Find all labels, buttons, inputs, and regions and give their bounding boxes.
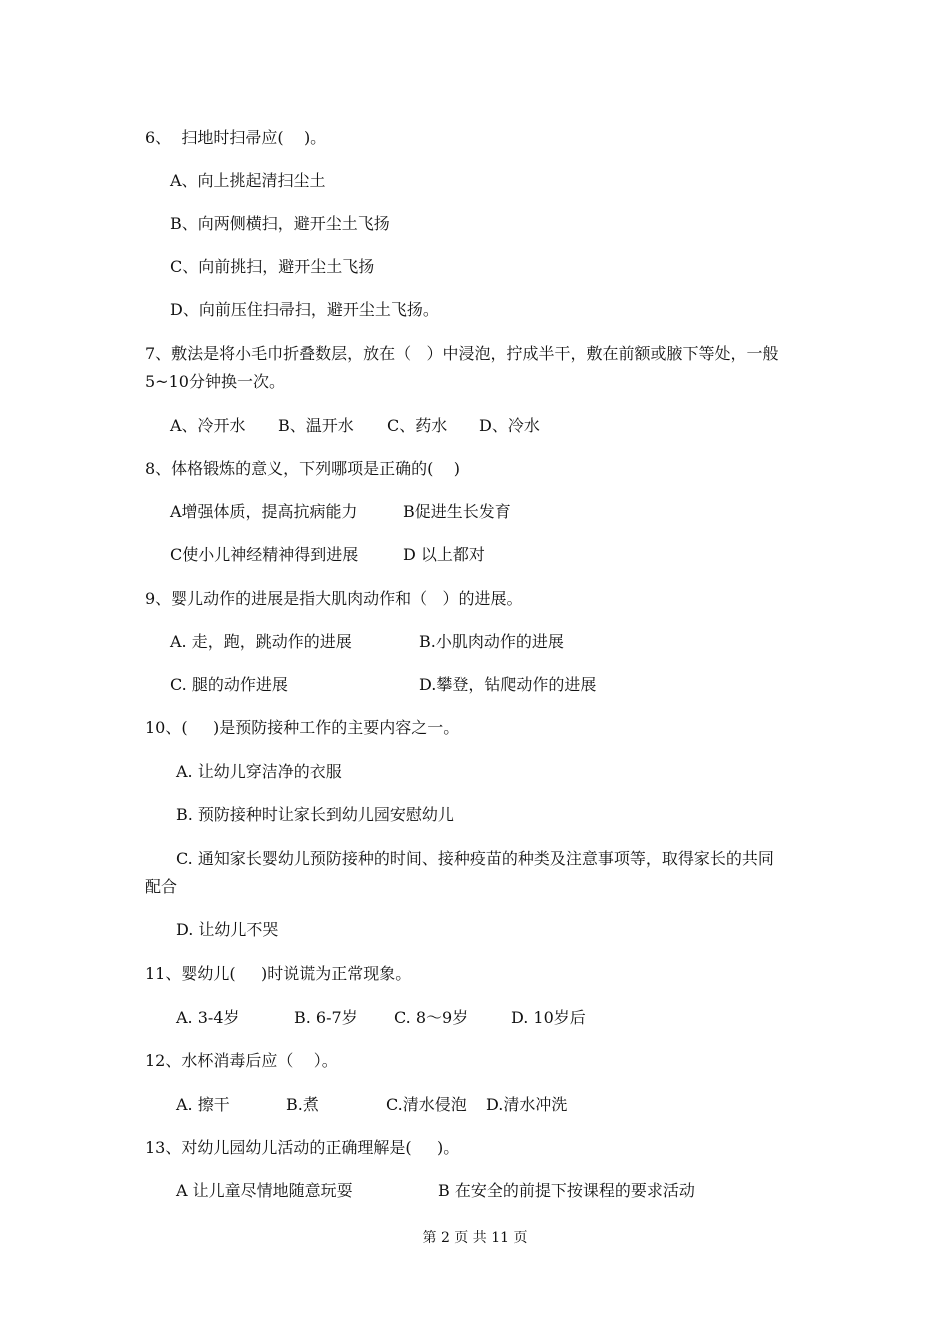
q6-option-c: C、向前挑扫，避开尘土飞扬 — [170, 257, 375, 276]
q9-option-b: B.小肌肉动作的进展 — [419, 632, 564, 651]
q11-option-d: D. 10岁后 — [511, 1008, 586, 1027]
q8-option-a: A增强体质，提高抗病能力 — [170, 502, 358, 521]
q6-option-d: D、向前压住扫帚扫，避开尘土飞扬。 — [170, 300, 439, 319]
q6-option-b: B、向两侧横扫，避开尘土飞扬 — [170, 214, 390, 233]
q8-option-b: B促进生长发育 — [403, 502, 511, 521]
q12-option-b: B.煮 — [286, 1095, 319, 1114]
q12-option-c: C.清水侵泡 — [386, 1095, 467, 1114]
q7-stem-line2: 5~10分钟换一次。 — [145, 372, 285, 391]
q13-option-b: B 在安全的前提下按课程的要求活动 — [438, 1181, 695, 1200]
q7-option-d: D、冷水 — [479, 416, 540, 435]
q12-option-a: A. 擦干 — [176, 1095, 230, 1114]
q8-option-d: D 以上都对 — [403, 545, 485, 564]
page-number-footer: 第 2 页 共 11 页 — [422, 1230, 528, 1246]
q10-option-b: B. 预防接种时让家长到幼儿园安慰幼儿 — [176, 805, 454, 824]
q9-option-c: C. 腿的动作进展 — [170, 675, 288, 694]
q9-option-d: D.攀登，钻爬动作的进展 — [419, 675, 597, 694]
q7-option-c: C、药水 — [387, 416, 448, 435]
q10-stem: 10、( )是预防接种工作的主要内容之一。 — [145, 718, 460, 737]
q7-option-a: A、冷开水 — [170, 416, 246, 435]
q9-stem: 9、婴儿动作的进展是指大肌肉动作和（ ）的进展。 — [145, 589, 523, 608]
q8-option-c: C使小儿神经精神得到进展 — [170, 545, 359, 564]
q12-option-d: D.清水冲洗 — [486, 1095, 568, 1114]
q13-stem: 13、对幼儿园幼儿活动的正确理解是( )。 — [145, 1138, 460, 1157]
q11-option-b: B. 6-7岁 — [294, 1008, 358, 1027]
q9-option-a: A. 走，跑，跳动作的进展 — [170, 632, 352, 651]
q10-option-a: A. 让幼儿穿洁净的衣服 — [176, 762, 342, 781]
q7-stem-line1: 7、敷法是将小毛巾折叠数层，放在（ ）中浸泡，拧成半干，敷在前额或腋下等处，一般 — [145, 344, 779, 363]
q11-option-c: C. 8～9岁 — [394, 1008, 469, 1027]
q11-stem: 11、婴幼儿( )时说谎为正常现象。 — [145, 964, 412, 983]
q12-stem: 12、水杯消毒后应（ ）。 — [145, 1051, 338, 1070]
q10-option-d: D. 让幼儿不哭 — [176, 920, 279, 939]
q11-option-a: A. 3-4岁 — [176, 1008, 240, 1027]
q6-stem: 6、 扫地时扫帚应( )。 — [145, 128, 327, 147]
q7-option-b: B、温开水 — [278, 416, 354, 435]
q6-option-a: A、向上挑起清扫尘土 — [170, 171, 326, 190]
q13-option-a: A 让儿童尽情地随意玩耍 — [176, 1181, 353, 1200]
q10-option-c-line2: 配合 — [145, 877, 178, 896]
q8-stem: 8、体格锻炼的意义，下列哪项是正确的( ) — [145, 459, 461, 478]
q10-option-c-line1: C. 通知家长婴幼儿预防接种的时间、接种疫苗的种类及注意事项等，取得家长的共同 — [176, 849, 774, 868]
